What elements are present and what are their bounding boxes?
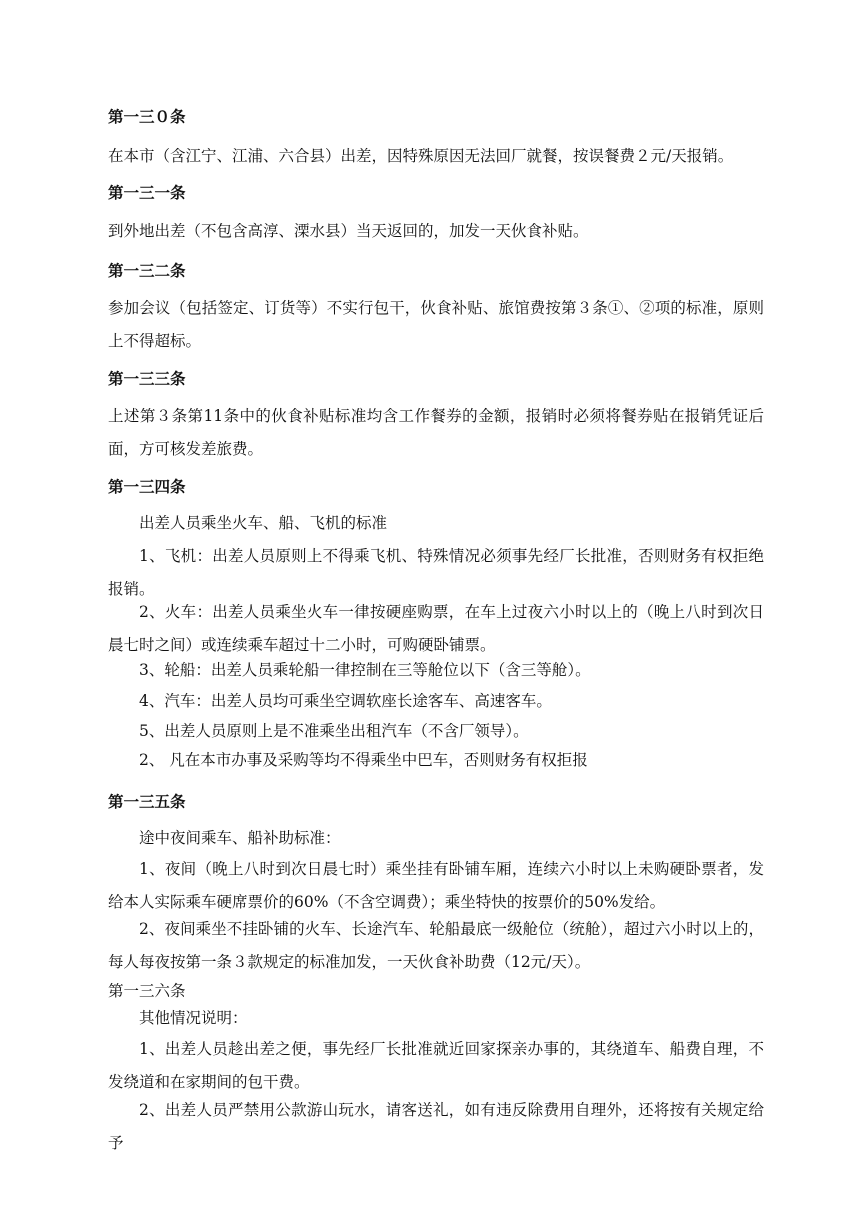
- article-130-paragraph-1: 在本市（含江宁、江浦、六合县）出差，因特殊原因无法回厂就餐，按误餐费２元/天报销。: [108, 147, 734, 165]
- article-135-paragraph-1: 途中夜间乘车、船补助标准：: [139, 829, 341, 847]
- article-135-paragraph-2: 1、夜间（晚上八时到次日晨七时）乘坐挂有卧铺车厢，连续六小时以上未购硬卧票者，发给本人实际乘车硬席票价的60%（不含空调费）；乘坐特快的按票价的50%发给。: [108, 860, 764, 911]
- article-131-paragraph-1: 到外地出差（不包含高淳、溧水县）当天返回的，加发一天伙食补贴。: [108, 222, 589, 240]
- article-136-paragraph-3: 2、出差人员严禁用公款游山玩水，请客送礼，如有违反除费用自理外，还将按有关规定给予: [108, 1101, 764, 1152]
- article-heading-133: 第一三三条: [108, 369, 186, 388]
- article-136-paragraph-2: 1、出差人员趁出差之便，事先经厂长批准就近回家探亲办事的，其绕道车、船费自理，不发绕道和在家期间的包干费。: [108, 1040, 764, 1091]
- article-heading-136: 第一三六条: [108, 982, 186, 1000]
- article-134-paragraph-5: 4、汽车：出差人员均可乘坐空调软座长途客车、高速客车。: [139, 692, 552, 710]
- article-134-paragraph-7: 2、 凡在本市办事及采购等均不得乘坐中巴车，否则财务有权拒报: [139, 751, 588, 769]
- article-134-paragraph-2: 1、飞机：出差人员原则上不得乘飞机、特殊情况必须事先经厂长批准，否则财务有权拒绝报销。: [108, 547, 764, 598]
- article-135-paragraph-3: 2、夜间乘坐不挂卧铺的火车、长途汽车、轮船最底一级舱位（统舱），超过六小时以上的，每人每夜按第一条３款规定的标准加发，一天伙食补助费（12元/天）。: [108, 920, 764, 971]
- article-136-paragraph-1: 其他情况说明：: [139, 1009, 248, 1027]
- article-134-paragraph-4: 3、轮船：出差人员乘轮船一律控制在三等舱位以下（含三等舱）。: [139, 661, 591, 679]
- article-134-paragraph-3: 2、火车：出差人员乘坐火车一律按硬座购票，在车上过夜六小时以上的（晚上八时到次日晨七时之间）或连续乘车超过十二小时，可购硬卧铺票。: [108, 603, 764, 654]
- article-heading-130: 第一三０条: [108, 107, 186, 126]
- article-heading-135: 第一三五条: [108, 792, 186, 811]
- article-134-paragraph-1: 出差人员乘坐火车、船、飞机的标准: [139, 514, 388, 532]
- article-heading-132: 第一三二条: [108, 261, 186, 280]
- article-heading-131: 第一三一条: [108, 183, 186, 202]
- article-134-paragraph-6: 5、出差人员原则上是不准乘坐出租汽车（不含厂领导）。: [139, 722, 529, 740]
- article-132-paragraph-1: 参加会议（包括签定、订货等）不实行包干，伙食补贴、旅馆费按第３条①、②项的标准，原则上不得超标。: [108, 299, 764, 350]
- article-133-paragraph-1: 上述第３条第11条中的伙食补贴标准均含工作餐券的金额，报销时必须将餐券贴在报销凭证后面，方可核发差旅费。: [108, 407, 764, 458]
- article-heading-134: 第一三四条: [108, 477, 186, 496]
